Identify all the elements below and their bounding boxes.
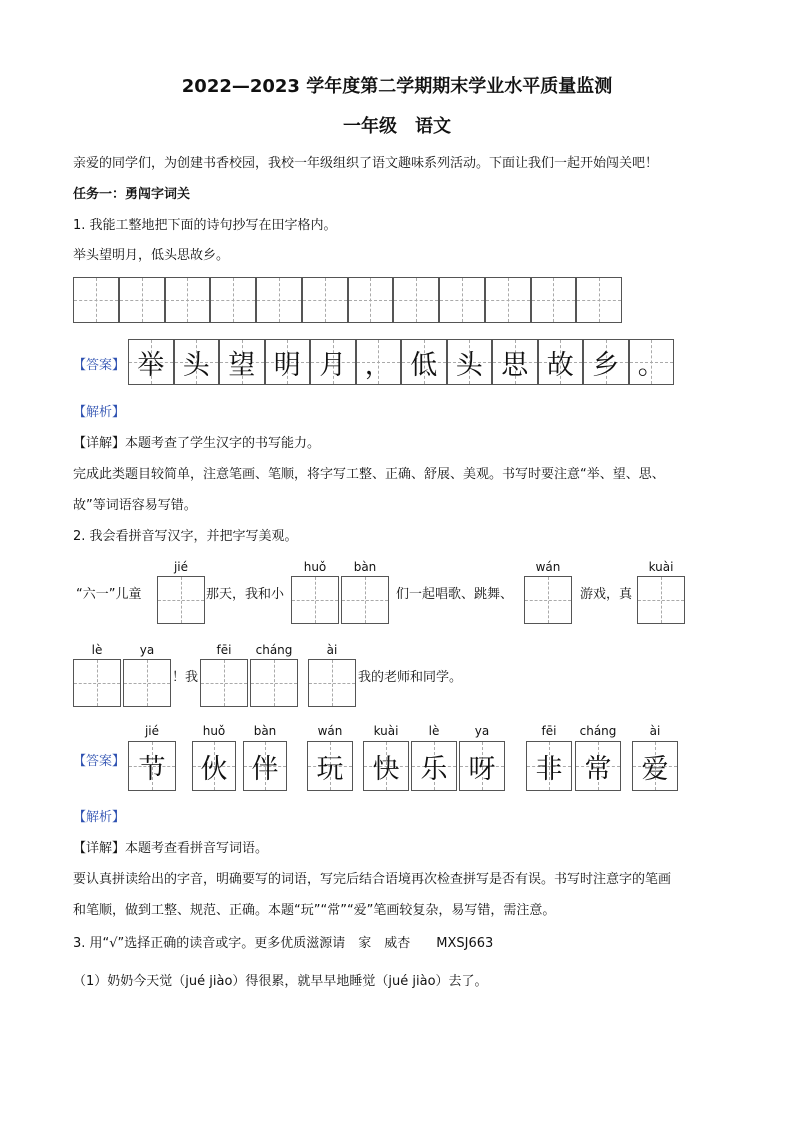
pinyin-kuai: kuài bbox=[648, 560, 674, 574]
answer-pinyin-jie: jié bbox=[144, 724, 160, 738]
pinyin-jie: jié bbox=[173, 560, 189, 574]
fill-box[interactable] bbox=[291, 576, 339, 624]
fill-box[interactable] bbox=[250, 659, 298, 707]
q2-text-1: “六一”儿童 bbox=[76, 587, 142, 602]
q2-explain-2: 和笔顺，做到工整、规范、正确。本题“玩”“常”“爱”笔画较复杂，易写错，需注意。 bbox=[73, 903, 556, 918]
q2-text-5: ！我 bbox=[172, 670, 199, 685]
q1-analysis-label: 【解析】 bbox=[73, 405, 126, 420]
writing-cell[interactable] bbox=[119, 277, 165, 323]
answer-char: 低 bbox=[410, 349, 438, 381]
page-title: 2022—2023 学年度第二学期期末学业水平质量监测 bbox=[181, 76, 613, 97]
answer-cell bbox=[459, 741, 505, 791]
pinyin-ai: ài bbox=[326, 643, 338, 657]
answer-char: 玩 bbox=[316, 753, 344, 785]
writing-cell[interactable] bbox=[348, 277, 394, 323]
answer-char: 伴 bbox=[251, 753, 279, 785]
answer-char: 望 bbox=[228, 349, 256, 381]
intro-text: 亲爱的同学们，为创建书香校园，我校一年级组织了语文趣味系列活动。下面让我们一起开始闯关吧！ bbox=[73, 156, 659, 171]
page-subtitle: 一年级 语文 bbox=[343, 116, 451, 137]
q1-explain-2: 故”等词语容易写错。 bbox=[73, 498, 197, 513]
answer-pinyin-ya: ya bbox=[474, 724, 490, 738]
answer-cell bbox=[411, 741, 457, 791]
q3-item-1: （1）奶奶今天觉（jué jiào）得很累，就早早地睡觉（jué jiào）去了。 bbox=[73, 974, 488, 989]
answer-cell bbox=[629, 339, 675, 385]
q2-text-6: 我的老师和同学。 bbox=[358, 670, 463, 685]
answer-pinyin-le: lè bbox=[428, 724, 440, 738]
pinyin-chang: cháng bbox=[255, 643, 293, 657]
q1-detail: 【详解】本题考查了学生汉字的书写能力。 bbox=[73, 436, 321, 451]
answer-char: 头 bbox=[182, 349, 210, 381]
writing-cell[interactable] bbox=[210, 277, 256, 323]
q2-text-4: 游戏，真 bbox=[580, 587, 633, 602]
q2-prompt: 2. 我会看拼音写汉字，并把字写美观。 bbox=[73, 529, 298, 544]
writing-cell[interactable] bbox=[485, 277, 531, 323]
answer-cell bbox=[632, 741, 678, 791]
answer-char: 思 bbox=[501, 349, 529, 381]
answer-cell bbox=[219, 339, 265, 385]
answer-char: 常 bbox=[584, 753, 612, 785]
answer-cell bbox=[128, 339, 174, 385]
answer-cell bbox=[243, 741, 287, 791]
answer-pinyin-kuai: kuài bbox=[373, 724, 399, 738]
answer-cell bbox=[363, 741, 409, 791]
answer-cell bbox=[401, 339, 447, 385]
answer-char: 月 bbox=[319, 349, 347, 381]
writing-cell[interactable] bbox=[531, 277, 577, 323]
fill-box[interactable] bbox=[637, 576, 685, 624]
answer-char: 快 bbox=[372, 753, 400, 785]
fill-box[interactable] bbox=[341, 576, 389, 624]
answer-char: 故 bbox=[546, 349, 574, 381]
q2-explain-1: 要认真拼读给出的字音，明确要写的词语，写完后结合语境再次检查拼写是否有误。书写时注意字的笔画 bbox=[73, 872, 672, 887]
answer-cell bbox=[174, 339, 220, 385]
fill-box[interactable] bbox=[123, 659, 171, 707]
q2-analysis-label: 【解析】 bbox=[73, 810, 126, 825]
pinyin-fei: fēi bbox=[216, 643, 232, 657]
fill-box[interactable] bbox=[308, 659, 356, 707]
pinyin-le: lè bbox=[91, 643, 103, 657]
writing-cell[interactable] bbox=[165, 277, 211, 323]
answer-char: 乡 bbox=[592, 349, 620, 381]
q1-explain-1: 完成此类题目较简单，注意笔画、笔顺，将字写工整、正确、舒展、美观。书写时要注意“举、望、思、 bbox=[73, 467, 665, 482]
q2-answer-label: 【答案】 bbox=[73, 754, 126, 769]
answer-pinyin-ban: bàn bbox=[253, 724, 277, 738]
answer-pinyin-chang: cháng bbox=[579, 724, 617, 738]
writing-cell[interactable] bbox=[439, 277, 485, 323]
pinyin-wan: wán bbox=[535, 560, 561, 574]
answer-char: 伙 bbox=[200, 753, 228, 785]
fill-box[interactable] bbox=[157, 576, 205, 624]
answer-pinyin-huo: huǒ bbox=[202, 724, 226, 738]
pinyin-ya: ya bbox=[139, 643, 155, 657]
answer-char: 乐 bbox=[420, 753, 448, 785]
answer-char: 爱 bbox=[641, 753, 669, 785]
answer-cell bbox=[307, 741, 353, 791]
answer-char: 节 bbox=[138, 753, 166, 785]
answer-cell bbox=[192, 741, 236, 791]
q2-detail: 【详解】本题考查看拼音写词语。 bbox=[73, 841, 269, 856]
q1-answer-label: 【答案】 bbox=[73, 358, 126, 373]
answer-pinyin-wan: wán bbox=[317, 724, 343, 738]
writing-cell[interactable] bbox=[256, 277, 302, 323]
answer-char: 非 bbox=[535, 753, 563, 785]
q3-prompt: 3. 用“√”选择正确的读音或字。更多优质滋源请 家 威杏 MXSJ663 bbox=[73, 936, 494, 951]
answer-pinyin-ai: ài bbox=[649, 724, 661, 738]
q1-poem: 举头望明月，低头思故乡。 bbox=[73, 248, 230, 263]
answer-char: 头 bbox=[455, 349, 483, 381]
writing-cell[interactable] bbox=[393, 277, 439, 323]
fill-box[interactable] bbox=[73, 659, 121, 707]
answer-cell bbox=[310, 339, 356, 385]
pinyin-huo: huǒ bbox=[303, 560, 327, 574]
answer-cell bbox=[447, 339, 493, 385]
pinyin-ban: bàn bbox=[353, 560, 377, 574]
answer-cell bbox=[575, 741, 621, 791]
answer-char: 呀 bbox=[468, 753, 496, 785]
writing-cell[interactable] bbox=[576, 277, 622, 323]
task1-title: 任务一：勇闯字词关 bbox=[73, 187, 191, 202]
answer-cell bbox=[265, 339, 311, 385]
answer-char: 。 bbox=[637, 349, 665, 381]
answer-cell bbox=[128, 741, 176, 791]
answer-char: ， bbox=[364, 349, 392, 381]
answer-pinyin-fei: fēi bbox=[541, 724, 557, 738]
answer-cell bbox=[492, 339, 538, 385]
answer-cell bbox=[538, 339, 584, 385]
q2-text-2: 那天，我和小 bbox=[206, 587, 285, 602]
writing-cell[interactable] bbox=[73, 277, 119, 323]
q1-prompt: 1. 我能工整地把下面的诗句抄写在田字格内。 bbox=[73, 218, 337, 233]
fill-box[interactable] bbox=[200, 659, 248, 707]
answer-cell bbox=[583, 339, 629, 385]
q2-text-3: 们一起唱歌、跳舞、 bbox=[396, 587, 514, 602]
answer-char: 明 bbox=[273, 349, 301, 381]
answer-cell bbox=[526, 741, 572, 791]
writing-cell[interactable] bbox=[302, 277, 348, 323]
fill-box[interactable] bbox=[524, 576, 572, 624]
answer-cell bbox=[356, 339, 402, 385]
answer-char: 举 bbox=[137, 349, 165, 381]
